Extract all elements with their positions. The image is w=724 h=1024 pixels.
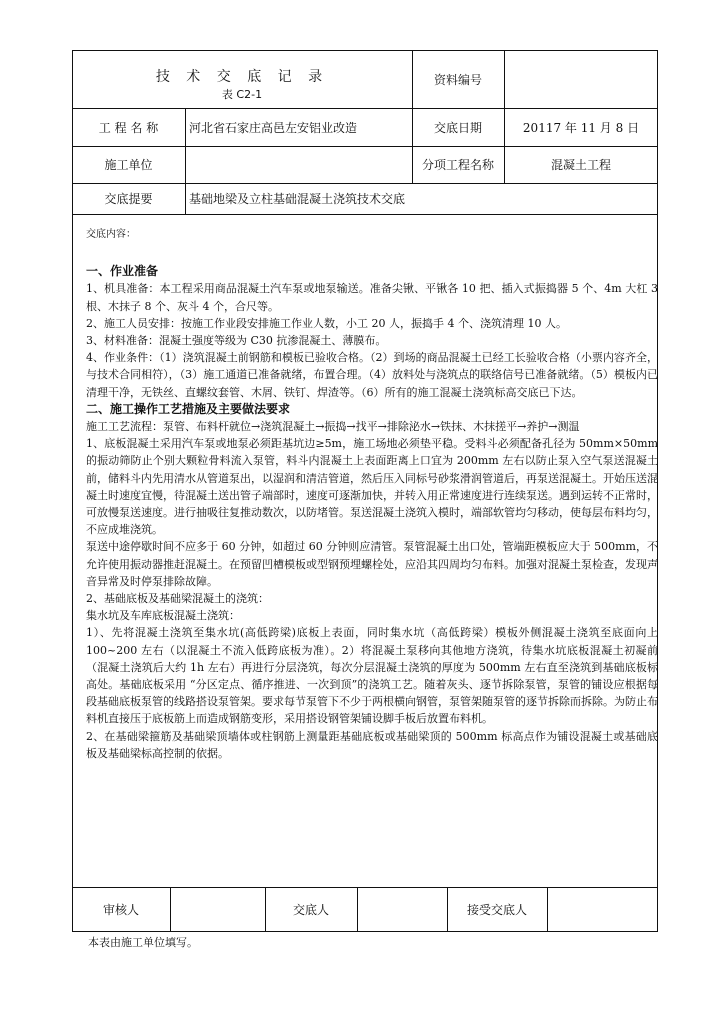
reviewer-value[interactable] [170, 887, 265, 932]
paragraph: 施工工艺流程：泵管、布料杆就位→浇筑混凝土→振捣→找平→排除泌水→铁抹、木抹搓平→养护→测温 [86, 420, 580, 434]
construction-unit-value[interactable] [185, 146, 412, 183]
summary-value[interactable]: 基础地梁及立柱基础混凝土浇筑技术交底 [189, 192, 406, 206]
sub-project-label: 分项工程名称 [421, 158, 494, 172]
disclosure-content [86, 226, 658, 886]
sub-project-value[interactable]: 混凝土工程 [550, 158, 611, 172]
paragraph: 集水坑及车库底板混凝土浇筑： [86, 609, 240, 623]
doc-number-label: 资料编号 [433, 72, 482, 87]
project-name-value[interactable]: 河北省石家庄高邑左安铝业改造 [189, 120, 358, 135]
doc-number-value[interactable] [504, 50, 658, 108]
form-number: 表 C2-1 [221, 88, 263, 101]
paragraph: 1、底板混凝土采用汽车泵或地泵必须距基坑边≥5m，施工场地必须垫平稳。受料斗必须配备孔径为 50mm×50mm 的振动筛防止个别大颗粒骨料流入泵管，料斗内混凝土上表面距离上口宜为 200mm 左右以防止泵入空气泵送混凝土前，储料斗内先用清水从管道泵出，以湿润和清洁管道，然后压入同标号砂浆滑润管道后，再泵送混凝土。开始压送混凝土时速度宜慢，待混凝土送出管子端部时，速度可逐渐加快，并转入用正常速度进行连续泵送。遇到运转不正常时，可放慢泵送速度。进行抽吸往复推动数次，以防堵管。泵送混凝土浇筑入模时，端部软管均匀移动，使每层布料均匀，不应成堆浇筑。 [86, 437, 658, 537]
receiver-value[interactable] [547, 887, 658, 932]
paragraph: 3、材料准备：混凝土强度等级为 C30 抗渗混凝土、薄膜布。 [86, 334, 387, 348]
discloser-label: 交底人 [292, 903, 329, 917]
paragraph: 2、基础底板及基础梁混凝土的浇筑： [86, 592, 269, 606]
paragraph: 泵送中途停歇时间不应多于 60 分钟，如超过 60 分钟则应清管。泵管混凝土出口处，管端距模板应大于 500mm，不允许使用振动器推赶混凝土。在预留凹槽模板或型钢预埋螺栓处，应沿其四周均匀布料。加强对混凝土泵检查，发现声音异常及时停泵排除故障。 [86, 540, 658, 588]
footnote: 本表由施工单位填写。 [88, 936, 198, 949]
receiver-label: 接受交底人 [466, 903, 527, 917]
section-title: 二、施工操作工艺措施及主要做法要求 [86, 401, 291, 416]
summary-label: 交底提要 [104, 192, 153, 206]
disclosure-date-value[interactable]: 20117 年 11 月 8 日 [522, 120, 640, 135]
paragraph: 1、机具准备：本工程采用商品混凝土汽车泵或地泵输送。准备尖锹、平锹各 10 把、插入式振捣器 5 个、4m 大杠 3 根、木抹子 8 个、灰斗 4 个，合尺等。 [86, 282, 658, 313]
section-title: 一、作业准备 [86, 264, 159, 279]
project-name-label: 工 程 名 称 [98, 120, 159, 135]
reviewer-label: 审核人 [102, 903, 139, 917]
content-label: 交底内容： [86, 229, 136, 240]
paragraph: 2、在基础梁箍筋及基础梁顶墙体或柱钢筋上测量距基础底板或基础梁顶的 500mm 标高点作为铺设混凝土或基础底板及基础梁标高控制的依据。 [86, 729, 658, 760]
paragraph: 1）、先将混凝土浇筑至集水坑(高低跨梁)底板上表面，同时集水坑（高低跨梁）模板外侧混凝土浇筑至底面向上 100~200 左右（以混凝土不流入低跨底板为准）。2）将混凝土泵移向其他地方浇筑，待集水坑底板混凝土初凝前（混凝土浇筑后大约 1h 左右）再进行分层浇筑，每次分层混凝土浇筑的厚度为 500mm 左右直至浇筑到基础底板标高处。基础底板采用 “分区定点、循序推进、一次到顶”的浇筑工艺。随着灰头、逐节拆除泵管，泵管的铺设应根据每段基础底板泵管的线路搭设泵管架。要求每节泵管下不少于两根横向钢管，泵管架随泵管的逐节拆除而拆除。为防止布料机直接压于底板筋上而造成钢筋变形，采用搭设钢管架铺设脚手板后放置布料机。 [86, 626, 658, 726]
paragraph: 4、作业条件：（1）浇筑混凝土前钢筋和模板已验收合格。（2）到场的商品混凝土已经工长验收合格（小票内容齐全，与技术合同相符），（3）施工通道已准备就绪，布置合理。（4）放料处与浇筑点的联络信号已准备就绪。（5）模板内已清理干净，无铁丝、直螺纹套管、木屑、铁钉、焊渣等。（6）所有的施工混凝土浇筑标高交底已下达。 [86, 351, 658, 399]
disclosure-date-label: 交底日期 [433, 120, 482, 135]
row-divider [72, 214, 658, 215]
discloser-value[interactable] [357, 887, 447, 932]
form-title: 技 术 交 底 记 录 [155, 69, 329, 85]
construction-unit-label: 施工单位 [104, 158, 153, 172]
paragraph: 2、施工人员安排：按施工作业段安排施工作业人数，小工 20 人，振捣手 4 个、浇筑清理 10 人。 [86, 316, 567, 330]
